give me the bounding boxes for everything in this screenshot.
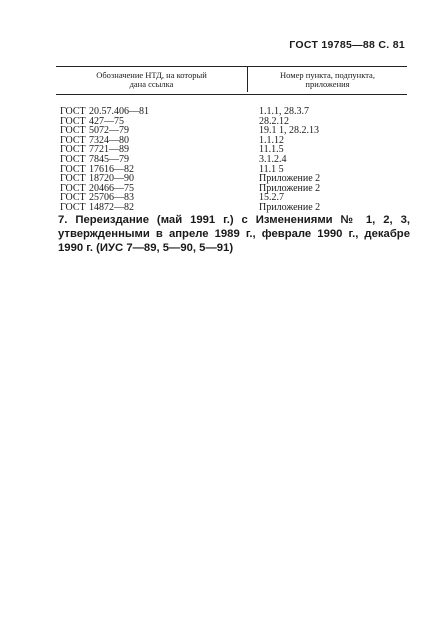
document-prefix: ГОСТ — [60, 144, 86, 156]
document-prefix: ГОСТ — [60, 134, 86, 146]
column-header-document — [56, 67, 248, 92]
document-number: 17616—82 — [89, 163, 134, 175]
table-row-clause: 19.1 1, 28.2.13 — [259, 125, 319, 137]
table-row-clause: 15.2.7 — [259, 192, 284, 204]
table-header — [56, 67, 407, 92]
column-header-clause-line1: Номер пункта, подпункта, — [280, 69, 375, 80]
reference-table — [56, 66, 407, 213]
page-header: ГОСТ 19785—88 С. 81 — [289, 39, 405, 51]
table-row-clause: 1.1.12 — [259, 134, 284, 146]
document-prefix: ГОСТ — [60, 125, 86, 137]
document-prefix: ГОСТ — [60, 201, 86, 213]
document-number: 7324—80 — [89, 134, 129, 146]
table-row-clause: Приложение 2 — [259, 173, 321, 185]
document-prefix: ГОСТ — [60, 106, 86, 117]
table-row-clause: 1.1.1, 28.3.7 — [259, 106, 309, 117]
document-number: 7845—79 — [89, 153, 129, 165]
document-number: 20466—75 — [89, 182, 134, 194]
clause-column — [255, 107, 407, 213]
table-row-clause: Приложение 2 — [259, 201, 321, 213]
document-number: 427—75 — [89, 115, 124, 127]
table-header-rule — [56, 94, 407, 95]
document-column — [56, 107, 255, 213]
column-header-clause — [248, 67, 407, 92]
document-number: 14872—82 — [89, 201, 134, 213]
document-prefix: ГОСТ — [60, 115, 86, 127]
reissue-note: 7. Переиздание (май 1991 г.) с Изменениями № 1, 2, 3, утвержденными в апреле 1989 г., феврале 1990 г., декабре 1990 г. (ИУС 7—89, 5—90, 5—91) — [58, 214, 410, 254]
document-prefix: ГОСТ — [60, 182, 86, 194]
document-number: 20.57.406—81 — [89, 106, 149, 117]
table-body — [56, 107, 407, 213]
table-row-clause: Приложение 2 — [259, 182, 321, 194]
table-row-clause: 11.1.5 — [259, 144, 284, 156]
document-number: 7721—89 — [89, 144, 129, 156]
document-prefix: ГОСТ — [60, 192, 86, 204]
table-row-document — [60, 203, 255, 213]
column-header-document-line2: дана ссылка — [129, 78, 174, 89]
document-prefix: ГОСТ — [60, 163, 86, 175]
document-number: 25706—83 — [89, 192, 134, 204]
column-header-document-line1: Обозначение НТД, на который — [96, 69, 207, 80]
document-number: 5072—79 — [89, 125, 129, 137]
document-number: 18720—90 — [89, 173, 134, 185]
document-prefix: ГОСТ — [60, 173, 86, 185]
table-row-clause: 3.1.2.4 — [259, 153, 287, 165]
document-prefix: ГОСТ — [60, 153, 86, 165]
table-row-clause: 28.2.12 — [259, 115, 289, 127]
table-row-clause: 11.1 5 — [259, 163, 284, 175]
column-header-clause-line2: приложения — [305, 78, 350, 89]
